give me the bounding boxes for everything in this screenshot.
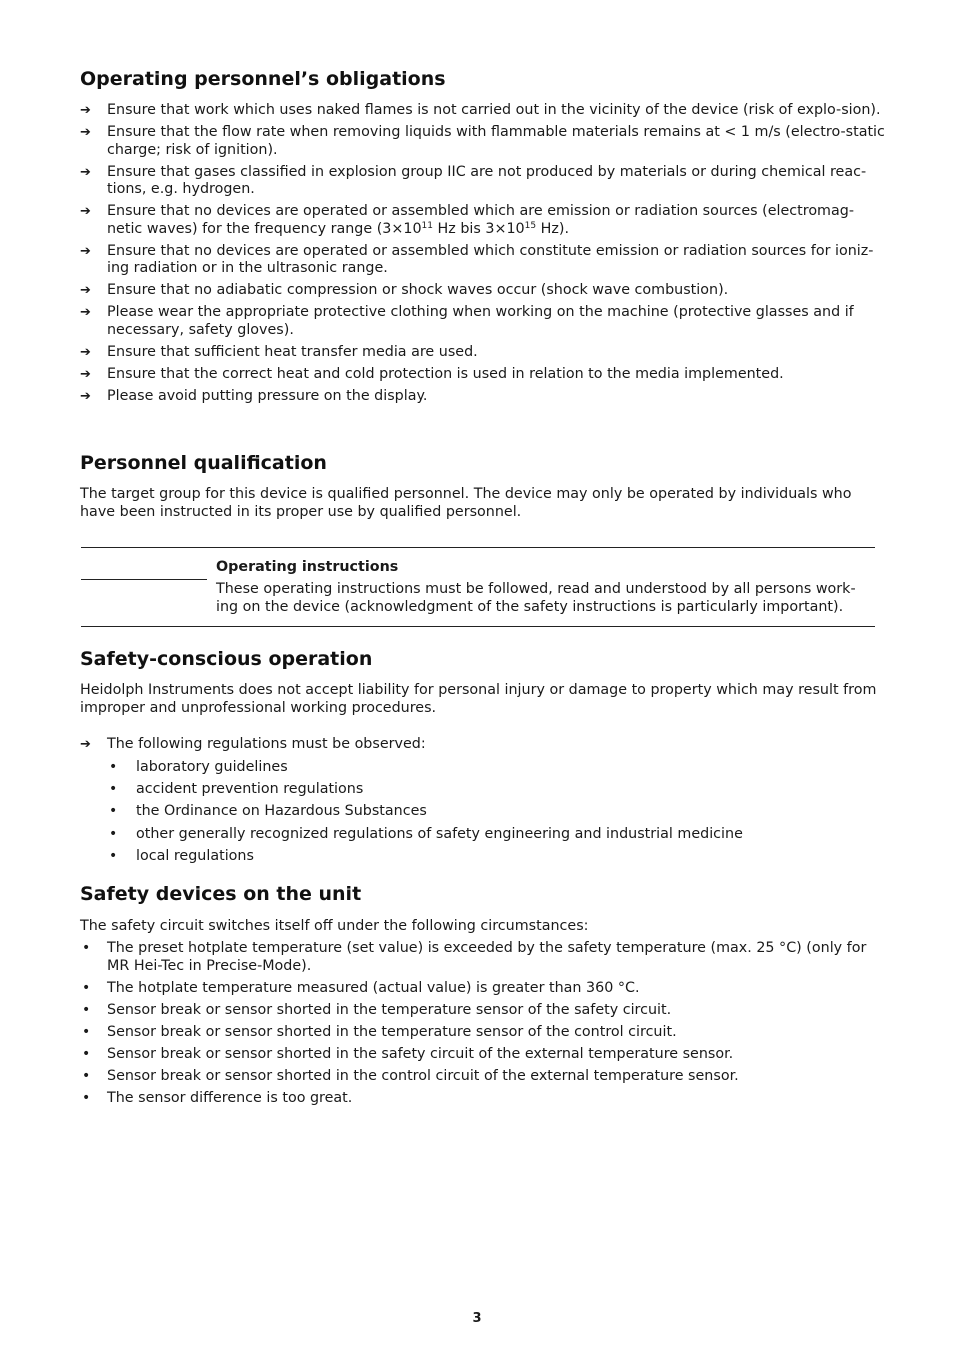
list-item: • laboratory guidelines [109,759,288,775]
list-item: • Sensor break or sensor shorted in the safety circuit of the external temperature sensor. [82,1045,734,1062]
list-item: ➔ Ensure that gases classified in explosion group IIC are not produced by materials or during chemical reac-tions, e.g. hydrogen. [80,163,867,197]
box-text: These operating instructions must be followed, read and understood by all persons work-ing on the device (acknowledgment of the safety instructions is particularly important). [216,581,856,615]
bullet-icon: • [82,1045,91,1062]
safety-devices-text: The safety circuit switches itself off under the following circumstances: [80,918,589,934]
list-item: • local regulations [109,847,254,864]
arrow-icon: ➔ [80,204,91,219]
arrow-icon: ➔ [80,164,91,180]
heading-qualification: Personnel qualification [80,452,327,474]
regulations-sublist [107,759,877,870]
arrow-icon: ➔ [80,305,91,320]
heading-obligations: Operating personnel’s obligations [80,68,446,90]
list-item: • Sensor break or sensor shorted in the temperature sensor of the safety circuit. [82,1001,672,1018]
bullet-icon: • [82,1067,91,1084]
bullet-icon: • [82,1023,91,1040]
bullet-icon: • [109,825,118,842]
bullet-icon: • [82,1089,91,1106]
bullet-icon: • [109,847,118,864]
bullet-icon: • [82,979,91,996]
arrow-icon: ➔ [80,103,91,118]
list-item: ➔ Ensure that no devices are operated or assembled which are emission or radiation sources (electromag-netic waves) for the frequency range ($3\times 10^{11}$ Hz bis $3\times 10^{15}$ Hz). [80,203,854,237]
heading-safety-devices: Safety devices on the unit [80,883,362,905]
page-number: 3 [472,1311,482,1326]
operating-instructions-box [81,547,875,627]
list-item: • Sensor break or sensor shorted in the temperature sensor of the control circuit. [82,1023,677,1040]
bullet-icon: • [109,759,118,775]
divider [81,579,207,580]
list-item: ➔ Ensure that no adiabatic compression or shock waves occur (shock wave combustion). [80,282,729,298]
arrow-icon: ➔ [80,283,91,298]
list-item: ➔ The following regulations must be observed: [80,736,426,752]
box-title: Operating instructions [216,559,399,575]
arrow-icon: ➔ [80,344,91,360]
arrow-icon: ➔ [80,737,91,752]
list-item: • other generally recognized regulations of safety engineering and industrial medicine [109,825,743,842]
list-item: ➔ Ensure that no devices are operated or assembled which constitute emission or radiation sources for ioniz-ing radiation or in the ultrasonic range. [80,242,874,276]
list-item: ➔ Ensure that the flow rate when removing liquids with flammable materials remains at < 1 m/s (electro-static charge; risk of ignition). [80,124,885,158]
heading-safety-operation: Safety-conscious operation [80,648,373,670]
bullet-icon: • [109,781,118,798]
arrow-icon: ➔ [80,366,91,382]
list-item: • The sensor difference is too great. [82,1089,353,1106]
list-item: ➔ Ensure that the correct heat and cold protection is used in relation to the media implemented. [80,365,784,382]
safety-operation-text: Heidolph Instruments does not accept liability for personal injury or damage to property which may result from improper and unprofessional working procedures. [80,682,877,716]
bullet-icon: • [82,1001,91,1018]
bullet-icon: • [109,803,118,820]
list-item: ➔ Ensure that work which uses naked flames is not carried out in the vicinity of the device (risk of explo-sion). [80,102,881,118]
list-item: • accident prevention regulations [109,781,364,798]
list-item: • The hotplate temperature measured (actual value) is greater than 360 °C. [82,979,640,996]
qualification-text: The target group for this device is qualified personnel. The device may only be operated by individuals who have been instructed in its proper use by qualified personnel. [80,486,852,520]
arrow-icon: ➔ [80,125,91,140]
list-item: ➔ Please avoid putting pressure on the display. [80,387,428,404]
arrow-icon: ➔ [80,243,91,259]
obligations-list [80,102,886,410]
safety-devices-list [80,940,886,1112]
list-item: • the Ordinance on Hazardous Substances [109,803,427,820]
list-item: ➔ Ensure that sufficient heat transfer media are used. [80,343,478,360]
list-item: • The preset hotplate temperature (set value) is exceeded by the safety temperature (max. 25 °C) (only for MR Hei-Tec in Precise-Mode). [82,940,867,974]
arrow-icon: ➔ [80,388,91,404]
list-item: • Sensor break or sensor shorted in the control circuit of the external temperature sensor. [82,1067,739,1084]
list-item: ➔ Please wear the appropriate protective clothing when working on the machine (protective glasses and if necessary, safety gloves). [80,304,854,338]
bullet-icon: • [82,940,91,956]
regulations-list [80,736,886,758]
